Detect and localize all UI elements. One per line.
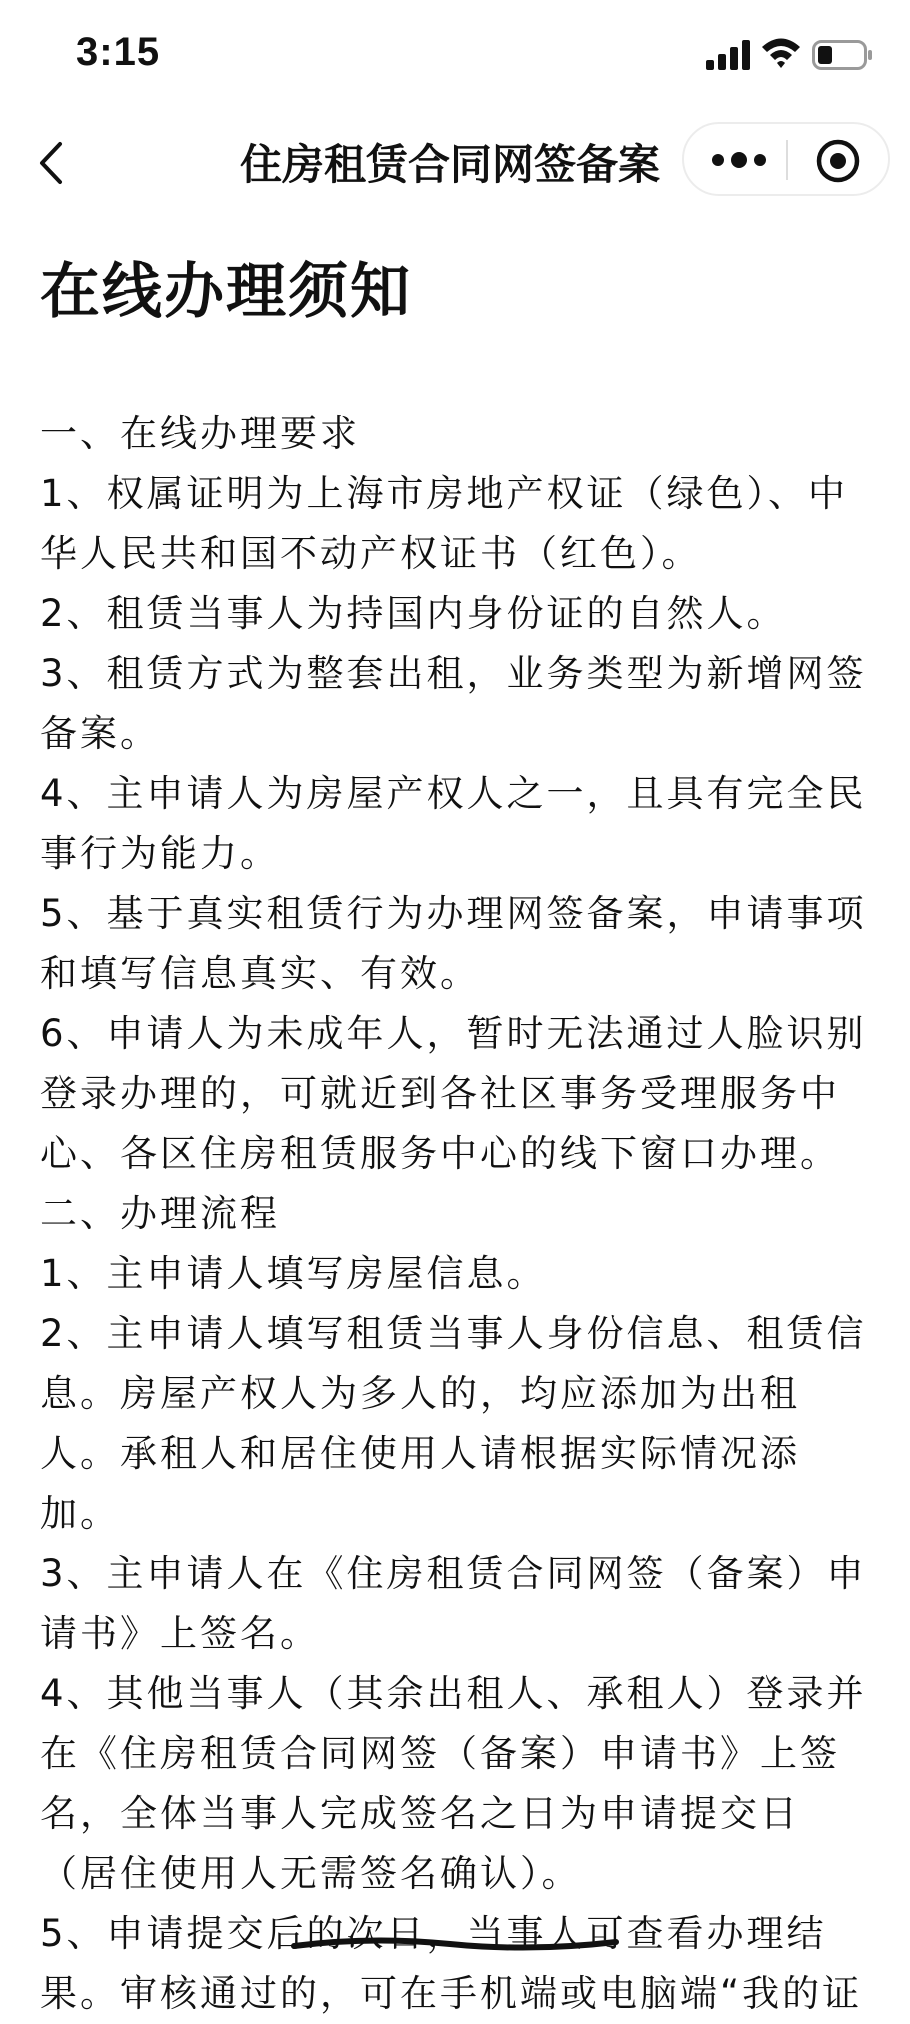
section-title-process: 二、办理流程: [40, 1192, 280, 1235]
navigation-bar: [0, 110, 910, 210]
more-icon[interactable]: [708, 144, 770, 176]
close-icon[interactable]: [814, 137, 862, 185]
status-bar: [0, 0, 910, 110]
mini-program-capsule: [682, 122, 890, 196]
wifi-icon: [760, 36, 802, 70]
requirement-item: 5、基于真实租赁行为办理网签备案，申请事项和填写信息真实、有效。: [40, 892, 867, 995]
status-time: 3:15: [76, 30, 161, 74]
process-step: 3、主申请人在《住房租赁合同网签（备案）申请书》上签名。: [40, 1552, 867, 1655]
notice-list: [40, 404, 870, 2024]
back-icon[interactable]: [34, 140, 68, 186]
requirement-item: 1、权属证明为上海市房地产权证（绿色）、中华人民共和国不动产权证书（红色）。: [40, 472, 849, 575]
notice-content: [40, 250, 870, 2024]
scribble-mark: [290, 1930, 620, 1960]
page-title: 住房租赁合同网签备案: [240, 140, 661, 189]
process-step: 1、主申请人填写房屋信息。: [40, 1252, 547, 1295]
capsule-divider: [786, 140, 788, 180]
cellular-signal-icon: [706, 40, 752, 70]
requirement-item: 6、申请人为未成年人，暂时无法通过人脸识别登录办理的，可就近到各社区事务受理服务中心、各区住房租赁服务中心的线下窗口办理。: [40, 1012, 867, 1175]
process-step: 5、申请提交后的次日，当事人可查看办理结果。审核通过的，可在手机端或电脑端“我的证: [40, 1912, 863, 2015]
battery-icon: [812, 40, 874, 70]
notice-heading: 在线办理须知: [40, 257, 412, 327]
process-step: 4、其他当事人（其余出租人、承租人）登录并在《住房租赁合同网签（备案）申请书》上签名，全体当事人完成签名之日为申请提交日（居住使用人无需签名确认）。: [40, 1672, 867, 1895]
requirement-item: 2、租赁当事人为持国内身份证的自然人。: [40, 592, 787, 635]
requirement-item: 4、主申请人为房屋产权人之一，且具有完全民事行为能力。: [40, 772, 867, 875]
process-step: 2、主申请人填写租赁当事人身份信息、租赁信息。房屋产权人为多人的，均应添加为出租人。承租人和居住使用人请根据实际情况添加。: [40, 1312, 867, 1535]
section-title-requirements: 一、在线办理要求: [40, 412, 360, 455]
requirement-item: 3、租赁方式为整套出租，业务类型为新增网签备案。: [40, 652, 867, 755]
